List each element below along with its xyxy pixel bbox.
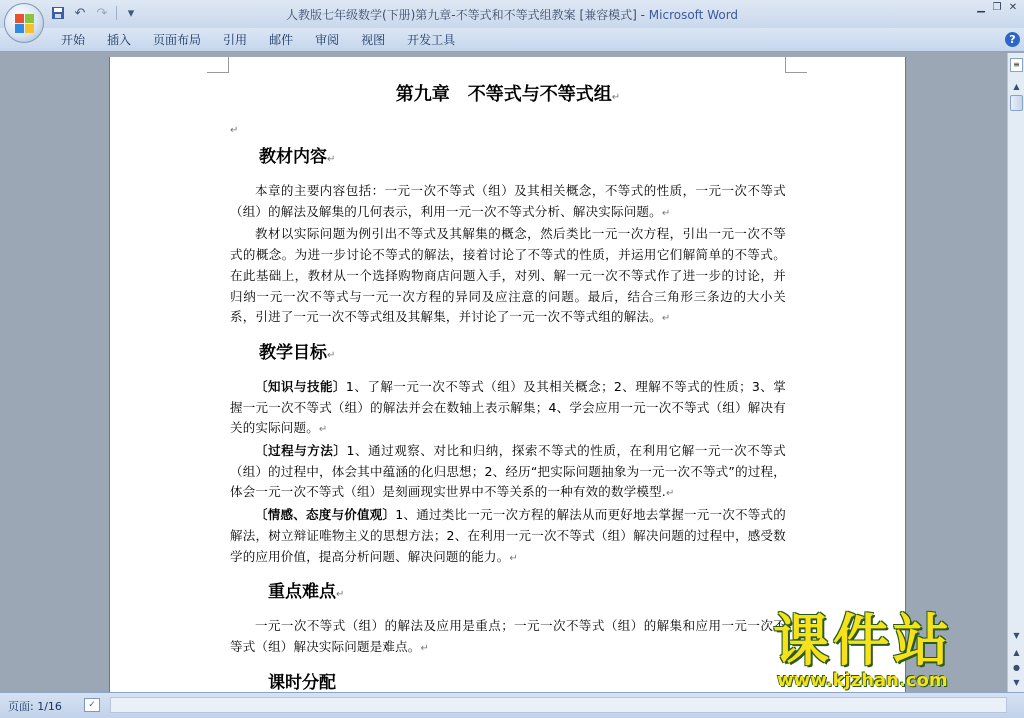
ribbon-tabs [50,31,466,49]
watermark-logo [773,609,1005,692]
paragraph: 本章的主要内容包括：一元一次不等式（组）及其相关概念，不等式的性质，一元一次不等式（组）的解法及解集的几何表示，利用一元一次不等式分析、解决实际问题。↵ [230,183,786,219]
horizontal-scrollbar[interactable] [110,697,1007,713]
crop-mark-left [207,57,229,73]
previous-page-icon[interactable]: ▲ [1013,648,1020,657]
office-button[interactable] [4,3,44,43]
undo-icon[interactable]: ↶ [74,5,86,21]
title-bar [0,0,1024,28]
document-page[interactable] [110,57,905,692]
proofing-status-icon[interactable]: ✓ [84,698,100,712]
document-body[interactable] [230,79,786,692]
tab-developer[interactable]: 开发工具 [407,33,456,47]
tab-review[interactable]: 审阅 [315,33,340,47]
document-title: 人教版七年级数学(下册)第九章-不等式和不等式组教案 [兼容模式] - [285,8,649,22]
scroll-up-icon[interactable]: ▲ [1013,82,1020,91]
restore-icon[interactable]: ❐ [992,2,1002,13]
select-browse-object-icon[interactable]: ● [1013,663,1020,672]
next-page-icon[interactable]: ▼ [1013,678,1020,687]
ribbon-tab-bar [0,28,1024,52]
document-area[interactable] [0,53,1007,692]
app-name: Microsoft Word [648,8,739,22]
vertical-scrollbar[interactable] [1007,53,1024,692]
tab-view[interactable]: 视图 [361,33,386,47]
paragraph: 〔过程与方法〕1、通过观察、对比和归纳，探索不等式的性质，在利用它解一元一次不等式（组）的过程中，体会其中蕴涵的化归思想；2、经历“把实际问题抽象为一元一次不等式”的过程，体会一元一次不等式（组）是刻画现实世界中不等关系的一种有效的数学模型.↵ [230,443,786,500]
window-title [0,6,1024,23]
office-logo-icon [15,14,35,34]
tab-references[interactable]: 引用 [223,33,248,47]
customize-qat-icon[interactable]: ▾ [127,5,135,21]
minimize-icon[interactable]: ▁ [977,2,985,13]
paragraph: 〔知识与技能〕1、了解一元一次不等式（组）及其相关概念；2、理解不等式的性质；3、掌握一元一次不等式（组）的解法并会在数轴上表示解集；4、学会应用一元一次不等式（组）解决有关的实际问题。↵ [230,378,786,436]
window-controls [974,2,1020,14]
empty-paragraph: ↵ [230,125,239,136]
section-heading-key-points: 重点难点↵ [268,582,345,603]
paragraph: 〔情感、态度与价值观〕1、通过类比一元一次方程的解法从而更好地去掌握一元一次不等式的解法，树立辩证唯物主义的思想方法；2、在利用一元一次不等式（组）解决问题的过程中，感受数学的应用价值，提高分析问题、解决问题的能力。↵ [230,507,787,564]
tab-mailings[interactable]: 邮件 [269,33,294,47]
scrollbar-thumb[interactable] [1010,95,1023,111]
paragraph: 教材以实际问题为例引出不等式及其解集的概念，然后类比一元一次方程，引出一元一次不等式的概念。为进一步讨论不等式的解法，接着讨论了不等式的性质，并运用它们解简单的不等式。在此基础上，教材从一个选择购物商店问题入手，对列、解一元一次不等式作了进一步的讨论，并归纳一元一次不等式与一元一次方程的异同及应注意的问题。最后，结合三角形三条边的大小关系，引进了一元一次不等式组及其解集，并讨论了一元一次不等式组的解法。↵ [230,226,786,325]
watermark-url: www.kjzhan.com [777,670,948,691]
scroll-down-icon[interactable]: ▼ [1013,631,1020,640]
tab-insert[interactable]: 插入 [107,33,132,47]
section-heading-content: 教材内容↵ [259,147,336,167]
section-heading-schedule: 课时分配 [268,672,336,692]
crop-mark-right [785,57,807,73]
page-count[interactable]: 页面: 1/16 [8,700,62,713]
redo-icon[interactable]: ↷ [96,5,108,21]
help-icon[interactable]: ? [1005,32,1020,47]
chapter-title: 第九章 不等式与不等式组↵ [395,84,621,105]
tab-home[interactable]: 开始 [61,33,86,47]
status-bar [0,692,1024,718]
paragraph: 一元一次不等式（组）的解法及应用是重点；一元一次不等式（组）的解集和应用一元一次不等式（组）解决实际问题是难点。↵ [230,618,786,654]
watermark-brand: 课件站 [773,609,953,674]
section-heading-objectives: 教学目标↵ [259,342,336,363]
ruler-toggle-icon[interactable]: ≡ [1010,58,1023,72]
close-icon[interactable]: ✕ [1008,2,1018,13]
tab-page-layout[interactable]: 页面布局 [153,33,202,47]
